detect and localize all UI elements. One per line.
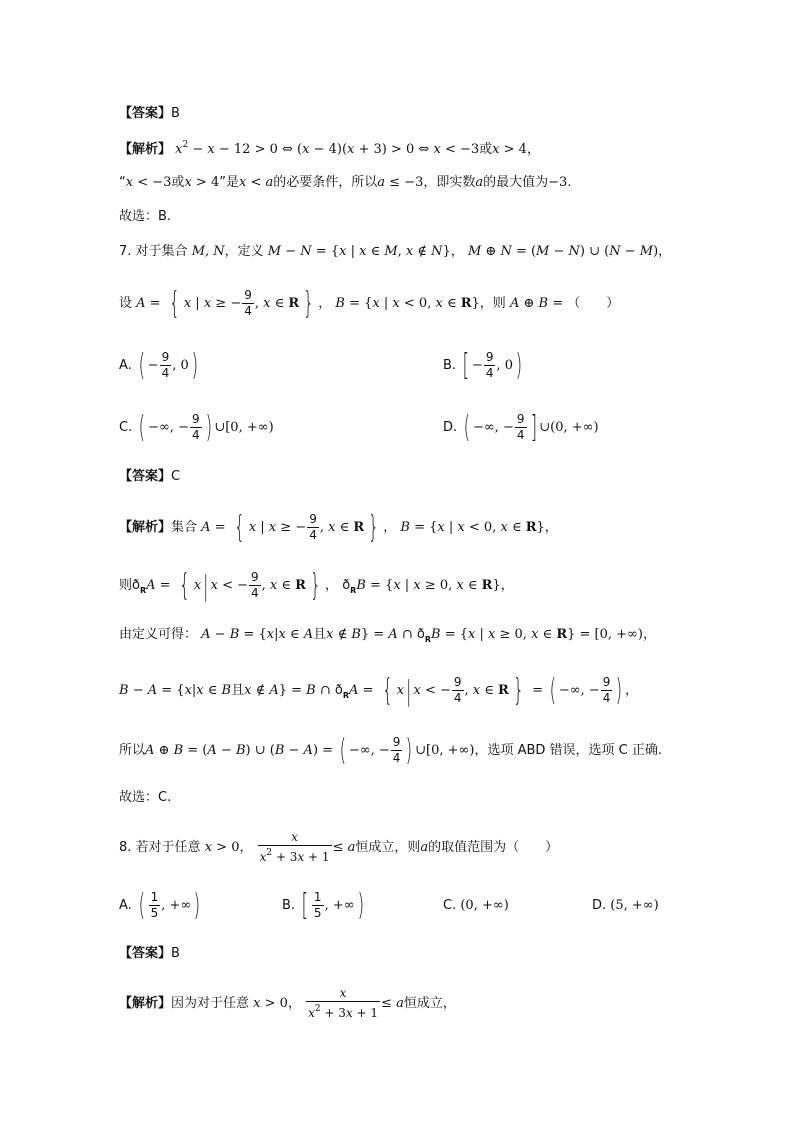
choose-6: 故选：B.	[119, 209, 172, 224]
question-number: 8. 若对于任意	[119, 840, 201, 855]
solution-6-line-2: “x < −3或x > 4”是x < a的必要条件，所以a ≤ −3，即实数a的最大值为−3.	[119, 175, 572, 190]
answer-6	[119, 107, 180, 120]
answer-label: 【答案】	[119, 469, 172, 484]
q8-option-d[interactable]: D. (5, +∞)	[592, 898, 659, 913]
question-7-line-2: 设 A = { x | x ≥ − $\frac{9}{4}$ , x ∈ R } ， B = {x | x < 0, x ∈ R}，则 A ⊕ B = （ ）	[119, 285, 620, 321]
solution-8-line-1: 【解析】因为对于任意 x > 0， $\frac{x}{x^2 + 3x + 1}$ ≤ a恒成立，	[119, 986, 456, 1020]
option-a[interactable]: A. ( − $\frac{9}{4}$ , 0)	[119, 347, 198, 383]
answer-8	[119, 947, 180, 960]
solution-7-line-4: B − A = {x|x ∈ B且x ∉ A} = B ∩ $ð_RA$ = { x| x < − $\frac{9}{4}$ , x ∈ R } = ( −∞, − $\frac{9}{4}$ ) ，	[119, 672, 639, 708]
answer-7	[119, 470, 180, 483]
option-d[interactable]: D. ( −∞, − $\frac{9}{4}$ ] ∪(0, +∞)	[443, 409, 599, 445]
q8-option-a[interactable]: A. ( $\frac{1}{5}$ , +∞)	[119, 887, 201, 923]
solution-label: 【解析】	[119, 142, 172, 157]
option-c[interactable]: C. ( −∞, − $\frac{9}{4}$ ) ∪[0, +∞)	[119, 409, 274, 445]
q8-option-b[interactable]: B. [ $\frac{1}{5}$ , +∞)	[282, 887, 364, 923]
solution-7-line-2: 则$ð_RA$ = { x| x < − $\frac{9}{4}$ , x ∈ R } ， $ð_RB = \{x$ | x ≥ 0, x ∈ R}，	[119, 567, 514, 603]
solution-7-line-1: 【解析】集合 A = { x | x ≥ − $\frac{9}{4}$ , x ∈ R } ， B = {x | x < 0, x ∈ R}，	[119, 509, 558, 545]
answer-value: B	[171, 106, 180, 121]
answer-value: C	[171, 469, 181, 484]
question-number: 7. 对于集合	[119, 244, 188, 259]
text-or: 或	[479, 142, 493, 157]
math-inequality: $x^2 - x - 12 > 0$ ⇔ (x − 4)(x + 3) > 0 ⇔ x < −3	[175, 140, 480, 157]
solution-6-line-1: 【解析】 $x^2 - x - 12 > 0$ ⇔ (x − 4)(x + 3) > 0 ⇔ x < −3或x > 4，	[119, 140, 540, 157]
option-b[interactable]: B. [ − $\frac{9}{4}$ , 0)	[443, 347, 523, 383]
question-7-line-1: 7. 对于集合 M, N，定义 M − N = {x | x ∈ M, x ∉ N}， M ⊕ N = (M − N) ∪ (N − M)，	[119, 244, 672, 259]
choose-7: 故选：C.	[119, 790, 172, 805]
q8-option-c[interactable]: C. (0, +∞)	[443, 898, 509, 913]
answer-value: B	[171, 946, 180, 961]
answer-label: 【答案】	[119, 946, 172, 961]
solution-7-line-3: 由定义可得： A − B = {x|x ∈ A且x ∉ B} = A ∩ $ð_RB = \{x$ | x ≥ 0, x ∈ R} = [0, +∞)，	[119, 627, 656, 644]
solution-7-line-5: 所以A ⊕ B = (A − B) ∪ (B − A) = ( −∞, − $\frac{9}{4}$ ) ∪[0, +∞)，选项 ABD 错误，选项 C 正确.	[119, 732, 662, 768]
answer-label: 【答案】	[119, 106, 172, 121]
question-8-line-1: 8. 若对于任意 x > 0， $\frac{x}{x^2 + 3x + 1}$ ≤ a恒成立，则a的取值范围为（ ）	[119, 830, 559, 864]
